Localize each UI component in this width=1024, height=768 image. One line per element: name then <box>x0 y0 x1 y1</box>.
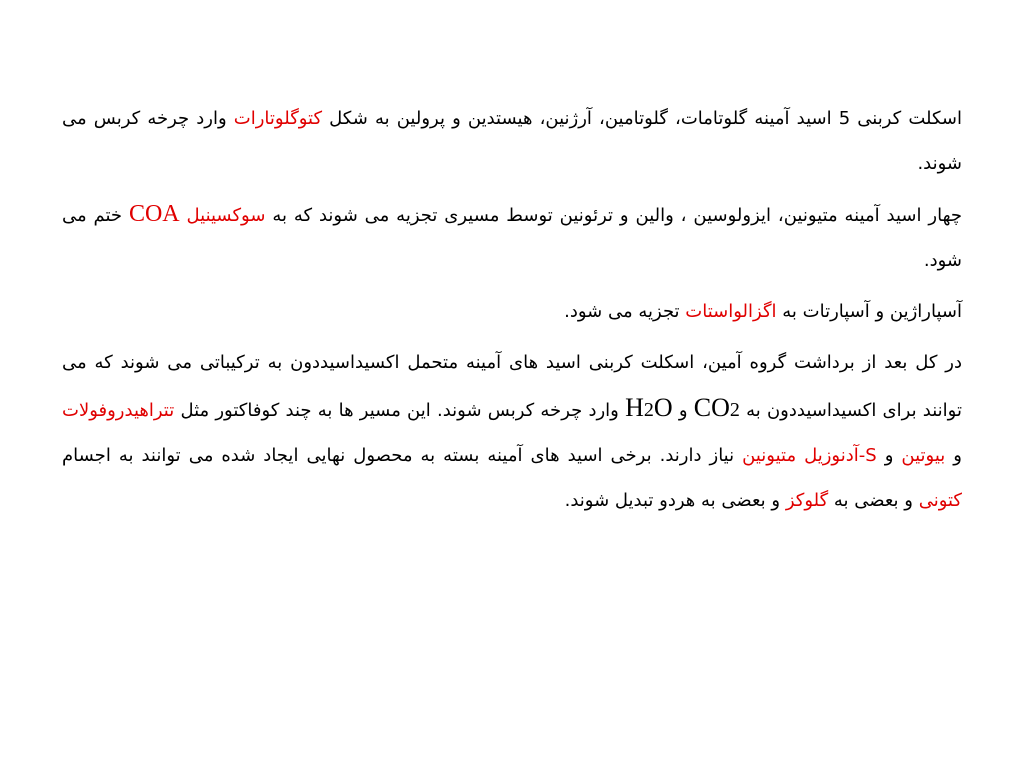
text-run: وارد چرخه کربس می شوند. <box>62 108 962 174</box>
highlight-biotin: بیوتین <box>901 445 946 466</box>
paragraph-succinyl-coa <box>62 192 962 283</box>
formula-subscript: 2 <box>729 399 740 421</box>
text-run: و <box>672 400 694 421</box>
text-run: آسپاراژین و آسپارتات به <box>776 301 962 322</box>
slide-body <box>62 96 962 529</box>
paragraph-alpha-ketoglutarate <box>62 96 962 186</box>
formula-h: H <box>625 393 644 422</box>
highlight-ketone: کتونی <box>918 490 962 511</box>
highlight-succinyl: سوکسینیل <box>186 205 266 226</box>
text-run: اسکلت کربنی 5 اسید آمینه گلوتامات، گلوتامین، آرژنین، هیستدین و پرولین به شکل <box>322 108 963 129</box>
formula-o: O <box>653 393 673 422</box>
highlight-tetrahydrofolate: تتراهیدروفولات <box>62 400 175 421</box>
paragraph-summary <box>62 340 962 523</box>
text-run: و <box>876 445 902 466</box>
text-run: و بعضی به هردو تبدیل شوند. <box>564 490 786 511</box>
formula-co: CO <box>693 393 730 422</box>
highlight-glucose: گلوکز <box>785 490 829 511</box>
text-run: نیاز دارند. برخی اسید های آمینه بسته به محصول نهایی ایجاد شده می توانند به اجسام <box>62 445 743 466</box>
formula-subscript: 2 <box>643 399 654 421</box>
formula-h2o <box>625 393 673 422</box>
text-run: و <box>945 445 962 466</box>
text-run: و بعضی به <box>828 490 919 511</box>
highlight-ketoglutarate: کتوگلوتارات <box>233 108 323 129</box>
text-run: چهار اسید آمینه متیونین، ایزولوسین ، والین و ترئونین توسط مسیری تجزیه می شوند که به <box>265 205 962 226</box>
paragraph-oxaloacetate <box>62 289 962 334</box>
text-run: ختم می شود. <box>62 205 962 271</box>
text-run: در کل بعد از برداشت گروه آمین، اسکلت کربنی اسید های آمینه متحمل اکسیداسیددون به ترکیباتی می شوند که می توانند برای اکسیداسیددون به <box>62 352 962 421</box>
highlight-s-adenosyl-methionine: S-آدنوزیل متیونین <box>742 445 877 466</box>
highlight-coa: COA <box>128 201 180 227</box>
text-run: تجزیه می شود. <box>564 301 686 322</box>
text-run: وارد چرخه کربس شوند. این مسیر ها به چند کوفاکتور مثل <box>174 400 626 421</box>
highlight-oxaloacetate: اگزالواستات <box>685 301 777 322</box>
formula-co2 <box>694 393 740 422</box>
